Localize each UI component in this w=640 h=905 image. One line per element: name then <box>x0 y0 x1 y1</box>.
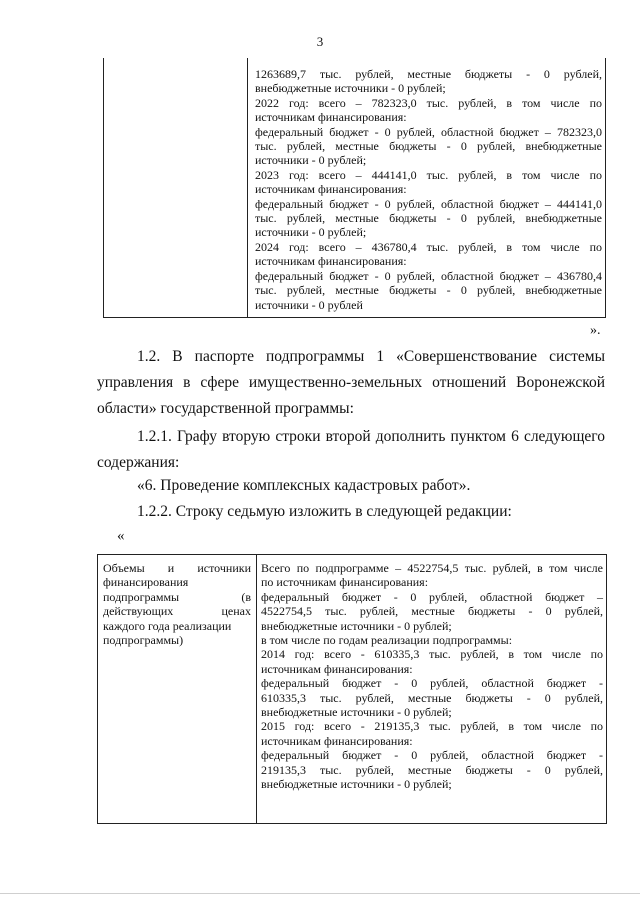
text-line: источники - 0 рублей; <box>255 153 367 168</box>
text-line: Объемы и источники <box>103 561 251 575</box>
text-line: федеральный бюджет - 0 рублей, областной бюджет - <box>261 748 603 763</box>
table-cell-funding-details <box>255 67 602 312</box>
text-line: источники - 0 рублей <box>255 297 363 312</box>
text-line: 2014 год: всего - 610335,3 тыс. рублей, в том числе по <box>261 647 603 662</box>
text-line: внебюджетные источники - 0 рублей; <box>261 777 452 792</box>
text-line: подпрограммы (в <box>103 589 251 604</box>
text-line: финансирования <box>103 575 189 590</box>
closing-quote: ». <box>590 323 601 338</box>
table-cell-funding-details <box>261 561 603 792</box>
table-column-divider <box>247 58 248 317</box>
text-line: в том числе по годам реализации подпрограммы: <box>261 633 513 648</box>
text-line: тыс. рублей, местные бюджеты - 0 рублей, внебюджетные <box>255 139 602 154</box>
text-line: 1.2.1. Графу вторую строки второй дополнить пунктом 6 следующего <box>137 428 605 445</box>
text-line: 610335,3 тыс. рублей, местные бюджеты - 0 рублей, <box>261 690 603 705</box>
text-line: тыс. рублей, местные бюджеты - 0 рублей, внебюджетные <box>255 283 602 298</box>
text-line: 1.2. В паспорте подпрограммы 1 «Совершенствование системы <box>137 348 605 365</box>
table-column-divider <box>256 555 257 823</box>
text-line: источники - 0 рублей; <box>255 225 367 240</box>
text-line: внебюджетные источники - 0 рублей; <box>261 705 452 720</box>
page-number: 3 <box>316 34 324 49</box>
text-line: управления в сфере имущественно-земельных отношений Воронежской <box>97 374 605 391</box>
text-line: 4522754,5 тыс. рублей, местные бюджеты - 0 рублей, <box>261 604 603 619</box>
text-line: федеральный бюджет - 0 рублей, областной бюджет – <box>261 589 603 604</box>
text-line: 2015 год: всего - 219135,3 тыс. рублей, в том числе по <box>261 719 603 734</box>
text-line: 2024 год: всего – 436780,4 тыс. рублей, в том числе по <box>255 239 602 254</box>
text-line: области» государственной программы: <box>97 400 354 417</box>
paragraph-1-2 <box>97 344 605 422</box>
text-line: 1263689,7 тыс. рублей, местные бюджеты - 0 рублей, <box>255 67 602 81</box>
text-line: источникам финансирования: <box>255 254 407 269</box>
text-line: источникам финансирования: <box>261 733 413 748</box>
text-line: действующих ценах <box>103 604 251 619</box>
text-line: внебюджетные источники - 0 рублей; <box>255 81 446 96</box>
scan-edge-line <box>0 893 640 894</box>
table-cell-row-title <box>103 561 251 647</box>
quoted-item-6: «6. Проведение комплексных кадастровых работ». <box>137 477 471 494</box>
text-line: источникам финансирования: <box>255 182 407 197</box>
text-line: федеральный бюджет - 0 рублей, областной бюджет – 444141,0 <box>255 196 602 211</box>
text-line: федеральный бюджет - 0 рублей, областной бюджет – 436780,4 <box>255 268 602 283</box>
paragraph-1-2-2: 1.2.2. Строку седьмую изложить в следующей редакции: <box>137 503 512 520</box>
opening-quote: « <box>117 528 125 544</box>
funding-table-continued <box>103 58 606 318</box>
text-line: источникам финансирования: <box>261 661 413 676</box>
text-line: каждого года реализации <box>103 618 232 633</box>
text-line: 2022 год: всего – 782323,0 тыс. рублей, в том числе по <box>255 95 602 110</box>
text-line: 2023 год: всего – 444141,0 тыс. рублей, в том числе по <box>255 167 602 182</box>
text-line: федеральный бюджет - 0 рублей, областной бюджет - <box>261 676 603 691</box>
text-line: содержания: <box>97 454 180 471</box>
text-line: подпрограммы) <box>103 633 184 648</box>
text-line: 219135,3 тыс. рублей, местные бюджеты - 0 рублей, <box>261 762 603 777</box>
subprogram-funding-table <box>97 554 607 824</box>
paragraph-1-2-1 <box>97 424 605 476</box>
text-line: по источникам финансирования: <box>261 575 429 590</box>
text-line: федеральный бюджет - 0 рублей, областной бюджет – 782323,0 <box>255 124 602 139</box>
text-line: внебюджетные источники - 0 рублей; <box>261 618 452 633</box>
text-line: источникам финансирования: <box>255 110 407 125</box>
text-line: тыс. рублей, местные бюджеты - 0 рублей, внебюджетные <box>255 211 602 226</box>
text-line: Всего по подпрограмме – 4522754,5 тыс. рублей, в том числе <box>261 561 603 575</box>
